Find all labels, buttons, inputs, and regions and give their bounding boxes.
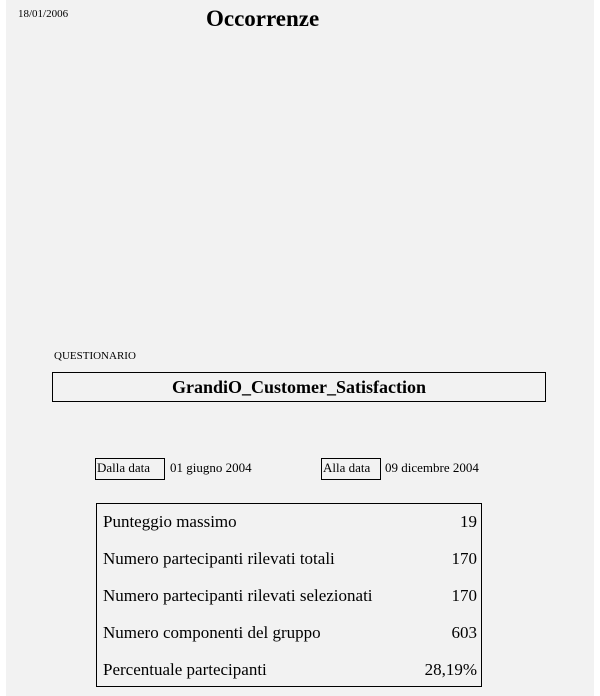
questionnaire-label: QUESTIONARIO <box>54 350 136 362</box>
page-margin-left <box>0 0 6 696</box>
questionnaire-name: GrandiO_Customer_Satisfaction <box>172 376 426 397</box>
to-date-value: 09 dicembre 2004 <box>385 460 479 475</box>
report-date: 18/01/2006 <box>18 8 69 20</box>
stat-row-participation-percentage <box>97 654 481 684</box>
stat-row-group-members <box>97 617 481 647</box>
stats-table <box>96 503 482 687</box>
stat-label: Numero componenti del gruppo <box>103 623 321 642</box>
stat-row-total-participants <box>97 543 481 573</box>
stat-label: Punteggio massimo <box>103 512 237 531</box>
stat-label: Numero partecipanti rilevati totali <box>103 549 335 568</box>
stat-label: Percentuale partecipanti <box>103 660 267 679</box>
stat-value: 19 <box>460 512 477 531</box>
stat-value: 28,19% <box>424 660 477 679</box>
stat-row-selected-participants <box>97 580 481 610</box>
questionnaire-name-box <box>52 372 546 402</box>
to-date-label: Alla data <box>321 458 381 480</box>
from-date-label: Dalla data <box>95 458 165 480</box>
stat-row-max-score <box>97 506 481 536</box>
page-title: Occorrenze <box>206 6 320 31</box>
page-margin-right <box>594 0 600 696</box>
stat-value: 170 <box>451 549 477 568</box>
stat-label: Numero partecipanti rilevati selezionati <box>103 586 373 605</box>
from-date-value: 01 giugno 2004 <box>170 460 252 475</box>
stat-value: 170 <box>451 586 477 605</box>
stat-value: 603 <box>451 623 477 642</box>
